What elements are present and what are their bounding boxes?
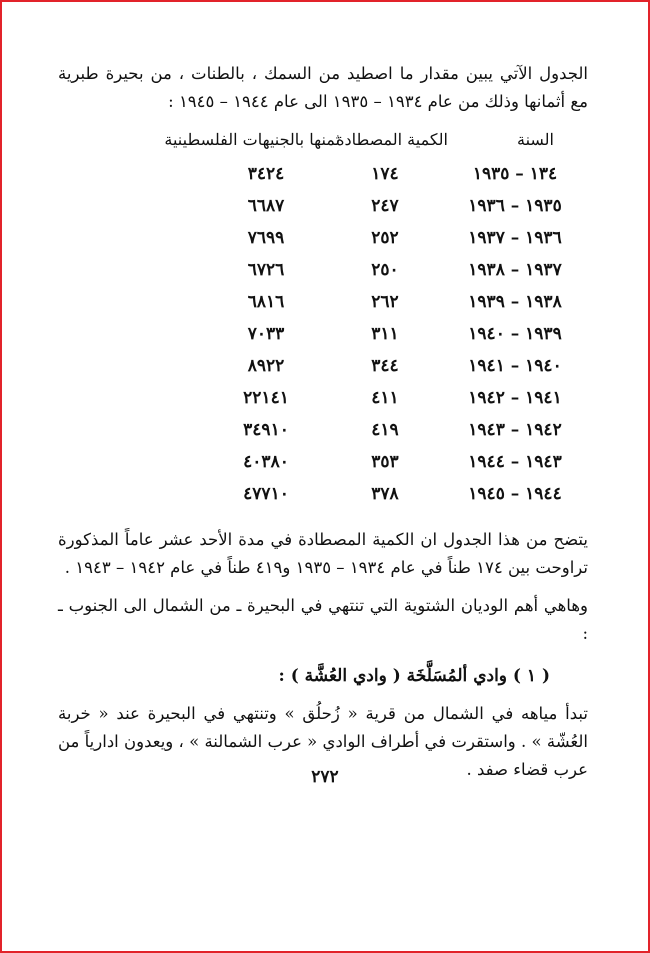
cell-quantity: ٢٥٠ (371, 260, 399, 280)
cell-price: ٧٠٣٣ (247, 324, 285, 344)
table-row (58, 352, 588, 384)
table-row (58, 160, 588, 192)
cell-year: ١٣٤ – ١٩٣٥ (472, 164, 558, 184)
cell-year: ١٩٤١ – ١٩٤٢ (468, 388, 562, 408)
cell-quantity: ٢٥٢ (371, 228, 399, 248)
header-quantity: الكمية المصطادة (336, 130, 448, 149)
cell-quantity: ١٧٤ (371, 164, 399, 184)
table-summary-paragraph: يتضح من هذا الجدول ان الكمية المصطادة في مدة الأحد عشر عاماً المذكورة تراوحت بين ١٧٤ طناً في عام ١٩٣٤ – ١٩٣٥ و٤١٩ طناً في عام ١٩٤٢ – ١٩٤٣ . (58, 530, 588, 577)
cell-quantity: ٤١٩ (371, 420, 399, 440)
cell-year: ١٩٣٩ – ١٩٤٠ (468, 324, 562, 344)
cell-year: ١٩٤٠ – ١٩٤١ (468, 356, 562, 376)
intro-paragraph: الجدول الآتي يبين مقدار ما اصطيد من السمك ، بالطنات ، من بحيرة طبرية مع أثمانها وذلك من عام ١٩٣٤ – ١٩٣٥ الى عام ١٩٤٤ – ١٩٤٥ : (58, 64, 588, 111)
header-year: السنة (517, 130, 554, 149)
section-body-paragraph: تبدأ مياهه في الشمال من قرية « زُحلُق » وتنتهي في البحيرة عند « خربة العُشّة » . واستقرت في أطراف الوادي « عرب الشمالنة » ، ويعدون ادارياً من عرب قضاء صفد . (58, 704, 588, 779)
cell-price: ٦٨١٦ (247, 292, 285, 312)
table-row (58, 192, 588, 224)
cell-quantity: ٣١١ (371, 324, 399, 344)
cell-year: ١٩٣٧ – ١٩٣٨ (468, 260, 562, 280)
cell-price: ٨٩٢٢ (247, 356, 285, 376)
cell-year: ١٩٤٤ – ١٩٤٥ (468, 484, 562, 504)
document-page (58, 52, 588, 784)
fish-catch-table (58, 160, 588, 512)
cell-quantity: ٢٦٢ (371, 292, 399, 312)
cell-price: ٦٧٢٦ (247, 260, 285, 280)
cell-quantity: ٣٥٣ (371, 452, 399, 472)
table-row (58, 384, 588, 416)
cell-price: ٣٤٩١٠ (243, 420, 289, 440)
cell-price: ٣٤٢٤ (247, 164, 285, 184)
table-row (58, 320, 588, 352)
table-header (58, 130, 588, 160)
table-row (58, 256, 588, 288)
table-row (58, 480, 588, 512)
cell-quantity: ٢٤٧ (371, 196, 399, 216)
cell-year: ١٩٣٨ – ١٩٣٩ (468, 292, 562, 312)
valleys-intro-paragraph: وهاهي أهم الوديان الشتوية التي تنتهي في البحيرة ـ من الشمال الى الجنوب ـ : (58, 596, 588, 643)
cell-price: ٢٢١٤١ (243, 388, 289, 408)
cell-year: ١٩٣٥ – ١٩٣٦ (468, 196, 562, 216)
cell-price: ٤٠٣٨٠ (243, 452, 289, 472)
header-price: ثمنها بالجنيهات الفلسطينية (164, 130, 340, 149)
cell-quantity: ٣٧٨ (371, 484, 399, 504)
cell-year: ١٩٤٢ – ١٩٤٣ (468, 420, 562, 440)
table-row (58, 416, 588, 448)
table-row (58, 224, 588, 256)
cell-quantity: ٣٤٤ (371, 356, 399, 376)
cell-quantity: ٤١١ (371, 388, 399, 408)
section-heading: ( ١ ) وادي ألمُسَلَّخَة ( وادي العُشَّة ) : (278, 666, 550, 686)
page-number: ٢٧٢ (311, 767, 339, 787)
cell-price: ٦٦٨٧ (247, 196, 285, 216)
cell-price: ٧٦٩٩ (247, 228, 285, 248)
cell-year: ١٩٣٦ – ١٩٣٧ (468, 228, 562, 248)
table-row (58, 448, 588, 480)
cell-year: ١٩٤٣ – ١٩٤٤ (468, 452, 562, 472)
table-row (58, 288, 588, 320)
cell-price: ٤٧٧١٠ (243, 484, 289, 504)
